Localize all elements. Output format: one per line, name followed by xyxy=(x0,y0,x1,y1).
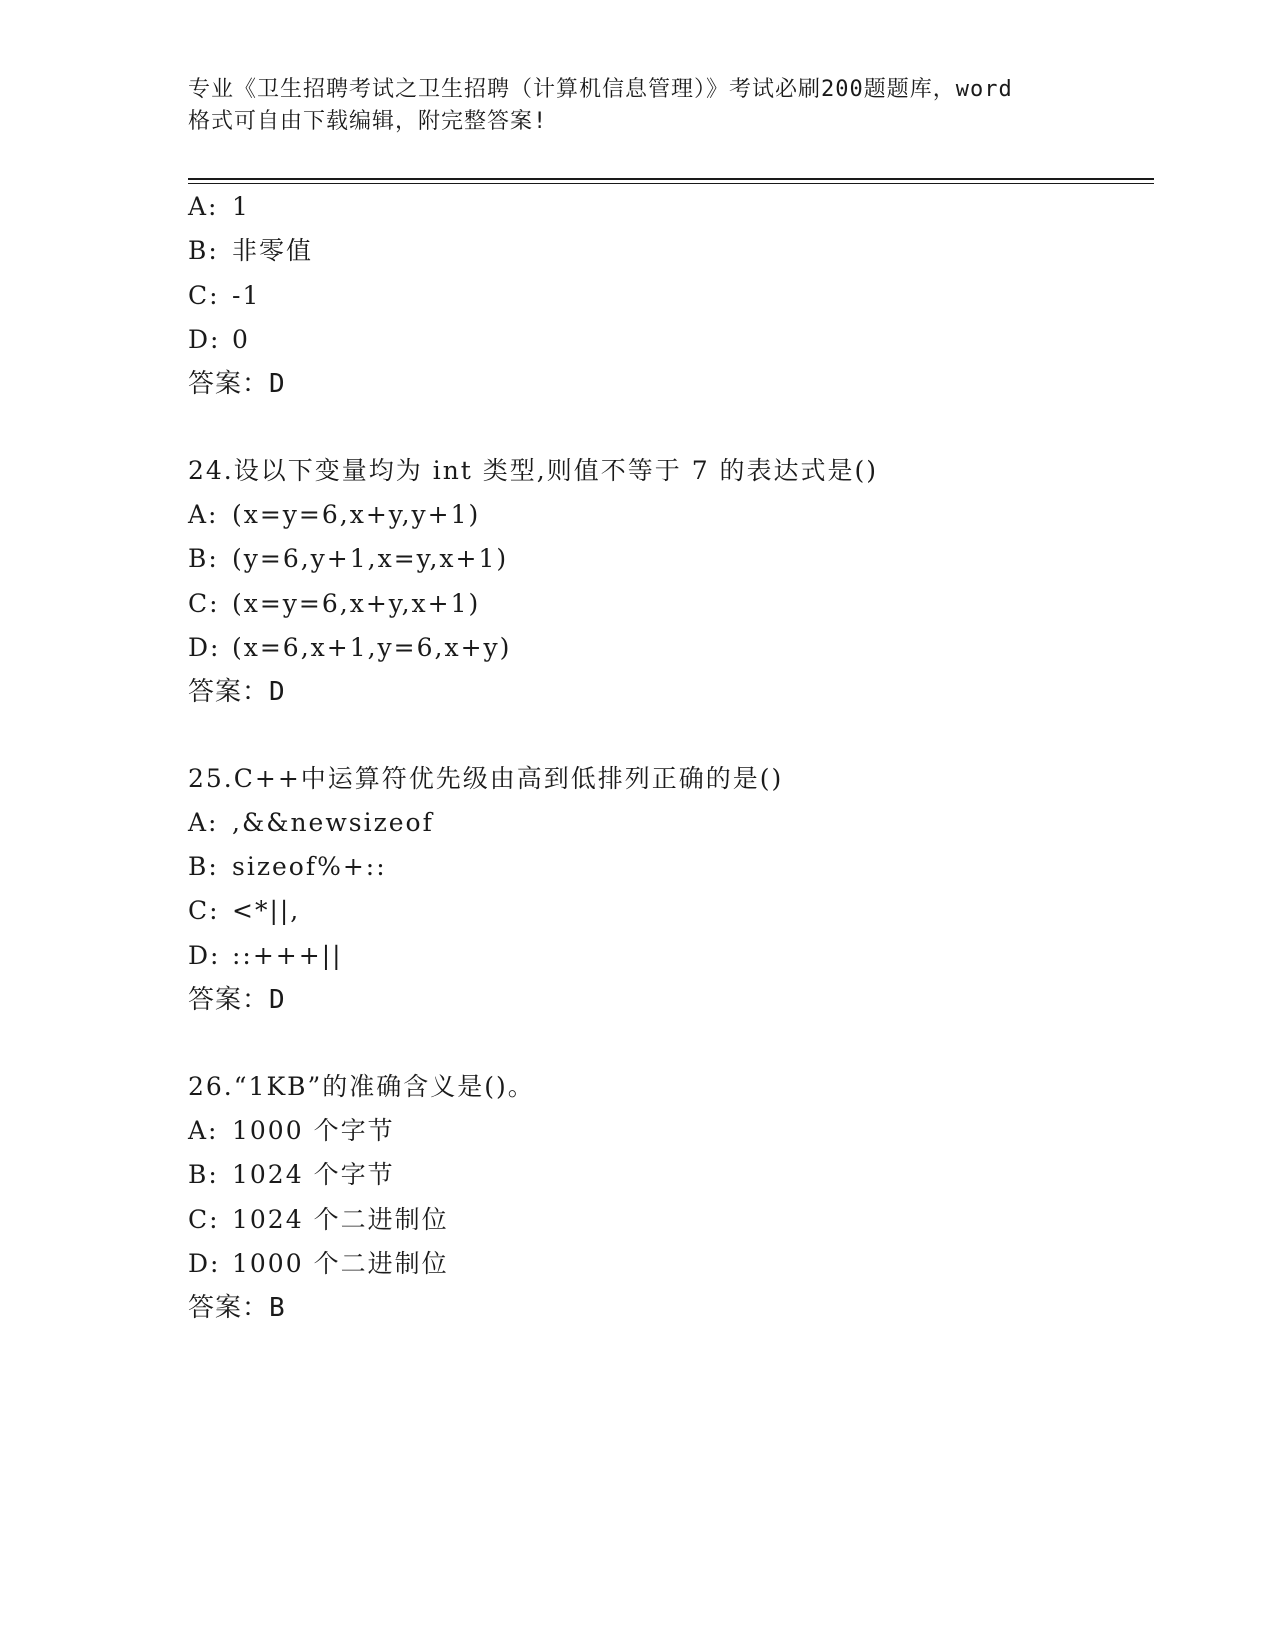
option-text: ,&&newsizeof xyxy=(232,808,434,837)
option-text: (y=6,y+1,x=y,x+1) xyxy=(232,544,509,573)
question-25-option-a xyxy=(188,806,434,840)
question-24-option-a xyxy=(188,498,480,532)
option-letter: D: xyxy=(188,633,221,662)
option-letter: B: xyxy=(188,852,219,881)
prev-option-b xyxy=(188,234,313,268)
option-text: <*||, xyxy=(232,896,301,925)
option-text: 0 xyxy=(232,325,250,354)
question-24-option-c xyxy=(188,587,480,621)
question-26-option-a xyxy=(188,1114,395,1148)
prev-answer: 答案：D xyxy=(188,369,286,399)
option-text: 1024 个字节 xyxy=(232,1160,395,1189)
question-25-option-d xyxy=(188,939,343,973)
header-rule-thin xyxy=(188,183,1154,184)
question-26-answer: 答案：B xyxy=(188,1293,286,1323)
question-24-title: 24.设以下变量均为 int 类型,则值不等于 7 的表达式是() xyxy=(188,456,879,485)
prev-option-a xyxy=(188,190,250,224)
header-line-2: 格式可自由下载编辑，附完整答案! xyxy=(188,109,548,134)
option-letter: A: xyxy=(188,192,219,221)
option-text: -1 xyxy=(232,281,261,310)
option-text: (x=6,x+1,y=6,x+y) xyxy=(232,633,512,662)
option-letter: C: xyxy=(188,281,220,310)
question-24-answer: 答案：D xyxy=(188,677,286,707)
option-letter: B: xyxy=(188,544,219,573)
prev-option-c xyxy=(188,279,260,313)
question-25-title: 25.C++中运算符优先级由高到低排列正确的是() xyxy=(188,764,784,793)
option-letter: C: xyxy=(188,1205,220,1234)
question-25-option-c xyxy=(188,894,300,928)
option-text: 1024 个二进制位 xyxy=(232,1205,449,1234)
option-text: (x=y=6,x+y,y+1) xyxy=(232,500,481,529)
option-text: 1000 个二进制位 xyxy=(232,1249,449,1278)
question-24-option-b xyxy=(188,542,508,576)
option-letter: C: xyxy=(188,589,220,618)
question-25-option-b xyxy=(188,850,387,884)
option-letter: D: xyxy=(188,325,221,354)
option-letter: A: xyxy=(188,500,219,529)
question-26-option-b xyxy=(188,1158,395,1192)
header-rule-thick xyxy=(188,178,1154,180)
document-header xyxy=(188,74,1088,138)
option-text: 1 xyxy=(232,192,250,221)
option-letter: C: xyxy=(188,896,220,925)
question-26-option-c xyxy=(188,1203,449,1237)
option-letter: D: xyxy=(188,941,221,970)
question-25-answer: 答案：D xyxy=(188,985,286,1015)
option-letter: B: xyxy=(188,236,219,265)
question-26-option-d xyxy=(188,1247,449,1281)
option-letter: B: xyxy=(188,1160,219,1189)
option-letter: A: xyxy=(188,808,219,837)
option-text: ::+++|| xyxy=(232,941,343,970)
prev-option-d xyxy=(188,323,250,357)
option-text: (x=y=6,x+y,x+1) xyxy=(232,589,481,618)
option-text: sizeof%+:: xyxy=(232,852,387,881)
option-text: 非零值 xyxy=(232,236,314,265)
option-letter: A: xyxy=(188,1116,219,1145)
option-text: 1000 个字节 xyxy=(232,1116,395,1145)
header-line-1: 专业《卫生招聘考试之卫生招聘（计算机信息管理）》考试必刷200题题库，word xyxy=(188,77,1013,102)
question-26-title: 26.“1KB”的准确含义是()。 xyxy=(188,1072,535,1101)
option-letter: D: xyxy=(188,1249,221,1278)
question-24-option-d xyxy=(188,631,511,665)
